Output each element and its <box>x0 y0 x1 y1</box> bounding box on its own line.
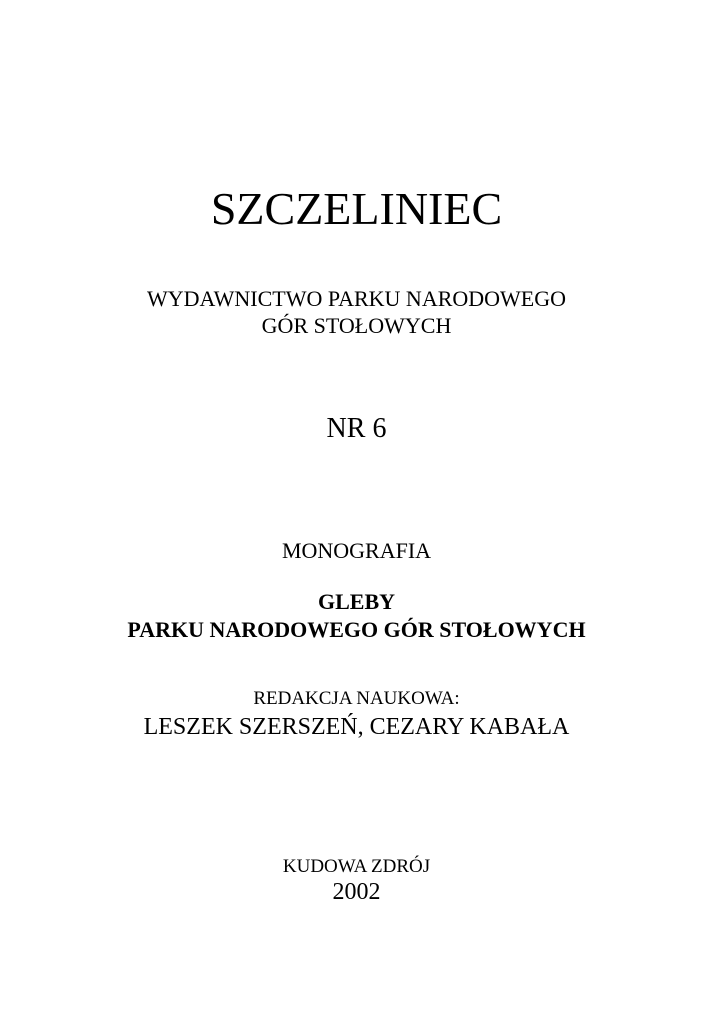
publisher-line-1: WYDAWNICTWO PARKU NARODOWEGO <box>146 286 567 311</box>
series-title: SZCZELINIEC <box>210 183 503 234</box>
book-title-line-2: PARKU NARODOWEGO GÓR STOŁOWYCH <box>127 617 586 642</box>
imprint-year: 2002 <box>332 879 381 905</box>
editor-names: LESZEK SZERSZEŃ, CEZARY KABAŁA <box>143 714 570 740</box>
issue-number: NR 6 <box>326 413 387 444</box>
book-title-line-1: GLEBY <box>317 589 396 614</box>
editorship-label: REDAKCJA NAUKOWA: <box>253 688 460 709</box>
genre-label: MONOGRAFIA <box>281 538 432 563</box>
publisher-line-2: GÓR STOŁOWYCH <box>261 313 452 338</box>
imprint-place: KUDOWA ZDRÓJ <box>282 856 431 877</box>
